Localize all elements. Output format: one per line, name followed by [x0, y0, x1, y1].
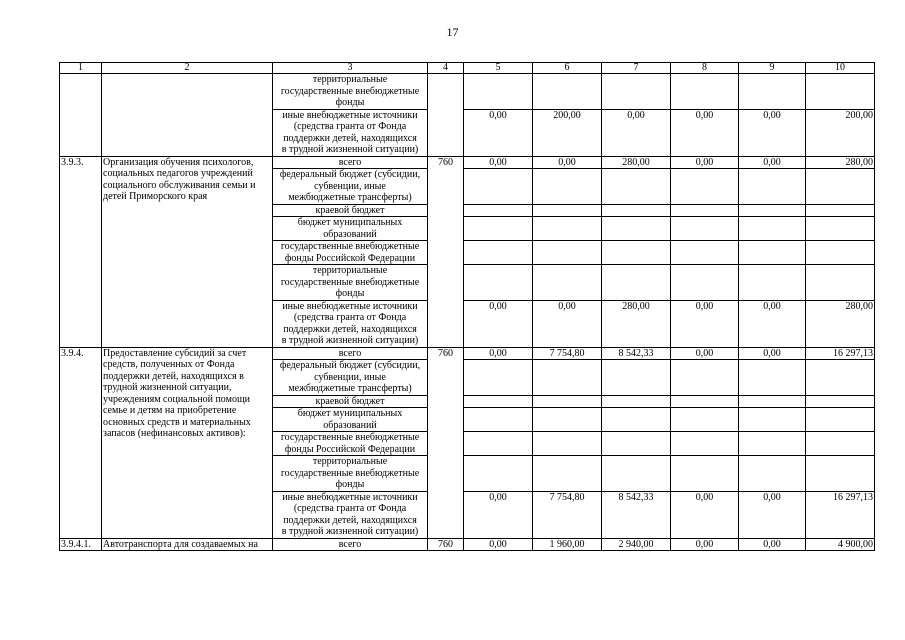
funding-source	[273, 300, 428, 347]
value-cell: 0,00	[464, 156, 533, 169]
value-cell	[739, 432, 806, 456]
value-cell	[602, 360, 671, 396]
column-header: 3	[273, 63, 428, 74]
cell-line: трудной жизненной ситуации,	[103, 382, 232, 393]
cell-line: территориальные	[312, 265, 388, 276]
value-cell: 2 940,00	[602, 538, 671, 551]
value-cell	[464, 432, 533, 456]
value-cell	[806, 456, 875, 492]
funding-source	[273, 432, 428, 456]
value-cell: 16 297,13	[806, 491, 875, 538]
column-header: 9	[739, 63, 806, 74]
value-cell: 280,00	[602, 156, 671, 169]
cell-line: поддержки детей, находящихся в	[103, 370, 244, 382]
item-name	[102, 538, 273, 551]
cell-line: субвенции, иные	[314, 180, 386, 192]
value-cell	[671, 265, 739, 301]
cell-line: государственные внебюджетные	[280, 241, 420, 252]
table-row	[60, 538, 875, 551]
value-cell: 0,00	[602, 109, 671, 156]
value-cell: 8 542,33	[602, 491, 671, 538]
funding-source	[273, 156, 428, 169]
value-cell: 0,00	[739, 300, 806, 347]
value-cell: 0,00	[464, 109, 533, 156]
cell-line: образований	[323, 419, 377, 431]
value-cell	[464, 456, 533, 492]
column-header: 6	[533, 63, 602, 74]
table-row	[60, 156, 875, 169]
cell-line: бюджет муниципальных	[297, 408, 403, 419]
cell-line: государственные внебюджетные	[280, 467, 420, 479]
cell-line: всего	[338, 156, 362, 168]
value-cell: 0,00	[739, 491, 806, 538]
value-cell	[671, 217, 739, 241]
cell-line: государственные внебюджетные	[280, 85, 420, 97]
value-cell	[739, 204, 806, 217]
value-cell	[533, 395, 602, 408]
value-cell	[671, 360, 739, 396]
cell-line: фонды	[335, 288, 365, 299]
column-header: 10	[806, 63, 875, 74]
value-cell	[602, 217, 671, 241]
value-cell	[533, 265, 602, 301]
value-cell: 0,00	[671, 538, 739, 551]
funding-source	[273, 360, 428, 396]
value-cell	[464, 204, 533, 217]
value-cell	[602, 204, 671, 217]
value-cell	[533, 408, 602, 432]
cell-line: средств, полученных от Фонда	[103, 359, 235, 370]
value-cell: 0,00	[533, 300, 602, 347]
funding-source	[273, 408, 428, 432]
cell-line: всего	[338, 347, 362, 359]
value-cell	[671, 169, 739, 205]
cell-line: фонды Российской Федерации	[284, 252, 416, 264]
value-cell	[602, 169, 671, 205]
value-cell	[464, 169, 533, 205]
cell-line: краевой бюджет	[315, 395, 385, 407]
value-cell	[671, 395, 739, 408]
cell-line: фонды Российской Федерации	[284, 443, 416, 455]
cell-line: межбюджетные трансферты)	[288, 192, 412, 203]
value-cell	[533, 456, 602, 492]
value-cell	[739, 74, 806, 110]
value-cell	[806, 169, 875, 205]
cell-line: в трудной жизненной ситуации)	[281, 335, 419, 346]
cell-line: социального обслуживания семьи и	[103, 179, 256, 191]
value-cell: 0,00	[671, 491, 739, 538]
value-cell: 0,00	[464, 491, 533, 538]
cell-line: Организация обучения психологов,	[103, 156, 254, 168]
cell-line: федеральный бюджет (субсидии,	[279, 169, 421, 180]
value-cell: 4 900,00	[806, 538, 875, 551]
cell-line: (средства гранта от Фонда	[293, 503, 407, 514]
cell-line: основных средств и материальных	[103, 416, 251, 428]
page-number: 17	[446, 25, 459, 39]
value-cell	[806, 217, 875, 241]
cell-line: в трудной жизненной ситуации)	[281, 144, 419, 155]
value-cell	[464, 74, 533, 110]
value-cell: 200,00	[806, 109, 875, 156]
value-cell: 0,00	[533, 156, 602, 169]
value-cell	[602, 395, 671, 408]
cell-line: учреждениям социальной помощи	[103, 393, 250, 405]
value-cell	[806, 74, 875, 110]
value-cell	[464, 265, 533, 301]
value-cell	[464, 241, 533, 265]
funding-source	[273, 491, 428, 538]
cell-line: поддержки детей, находящихся	[283, 514, 417, 526]
value-cell	[602, 265, 671, 301]
table-row	[60, 74, 875, 110]
item-col4	[428, 74, 464, 157]
value-cell	[671, 204, 739, 217]
cell-line: фонды	[335, 479, 365, 490]
funding-source	[273, 74, 428, 110]
cell-line: территориальные	[312, 456, 388, 467]
value-cell: 0,00	[464, 538, 533, 551]
value-cell: 0,00	[739, 109, 806, 156]
value-cell	[671, 408, 739, 432]
value-cell: 0,00	[739, 538, 806, 551]
value-cell: 8 542,33	[602, 347, 671, 360]
value-cell: 7 754,80	[533, 491, 602, 538]
funding-source	[273, 217, 428, 241]
item-code	[60, 74, 102, 157]
value-cell: 7 754,80	[533, 347, 602, 360]
value-cell	[739, 217, 806, 241]
value-cell	[602, 432, 671, 456]
value-cell	[533, 74, 602, 110]
budget-table	[59, 62, 875, 551]
cell-line: в трудной жизненной ситуации)	[281, 526, 419, 537]
item-code: 3.9.4.	[60, 347, 102, 538]
cell-line: Предоставление субсидий за счет	[103, 347, 247, 359]
cell-line: бюджет муниципальных	[297, 217, 403, 228]
value-cell: 0,00	[671, 109, 739, 156]
value-cell	[533, 169, 602, 205]
value-cell	[806, 432, 875, 456]
cell-line: федеральный бюджет (субсидии,	[279, 360, 421, 371]
cell-line: краевой бюджет	[315, 204, 385, 216]
value-cell	[671, 74, 739, 110]
value-cell	[806, 408, 875, 432]
value-cell	[602, 456, 671, 492]
value-cell	[806, 360, 875, 396]
cell-line: субвенции, иные	[314, 371, 386, 383]
value-cell	[739, 408, 806, 432]
column-header: 4	[428, 63, 464, 74]
item-col4: 760	[428, 538, 464, 551]
value-cell	[533, 204, 602, 217]
column-header: 7	[602, 63, 671, 74]
cell-line: семье и детям на приобретение	[103, 405, 237, 416]
cell-line: (средства гранта от Фонда	[293, 121, 407, 132]
cell-line: государственные внебюджетные	[280, 276, 420, 288]
value-cell	[739, 265, 806, 301]
value-cell	[806, 395, 875, 408]
value-cell: 0,00	[739, 347, 806, 360]
value-cell: 16 297,13	[806, 347, 875, 360]
cell-line: (средства гранта от Фонда	[293, 312, 407, 323]
funding-source	[273, 456, 428, 492]
value-cell	[533, 241, 602, 265]
column-header: 1	[60, 63, 102, 74]
value-cell	[806, 241, 875, 265]
value-cell: 1 960,00	[533, 538, 602, 551]
cell-line: фонды	[335, 97, 365, 108]
value-cell	[464, 408, 533, 432]
item-name	[102, 156, 273, 347]
value-cell: 280,00	[806, 300, 875, 347]
cell-line: иные внебюджетные источники	[282, 491, 418, 503]
cell-line: образований	[323, 228, 377, 240]
value-cell: 0,00	[739, 156, 806, 169]
value-cell	[602, 408, 671, 432]
cell-line: поддержки детей, находящихся	[283, 132, 417, 144]
column-header: 8	[671, 63, 739, 74]
cell-line: иные внебюджетные источники	[282, 300, 418, 312]
value-cell: 0,00	[671, 347, 739, 360]
cell-line: государственные внебюджетные	[280, 432, 420, 443]
value-cell	[533, 432, 602, 456]
item-code: 3.9.4.1.	[60, 538, 102, 551]
item-col4: 760	[428, 156, 464, 347]
item-name	[102, 74, 273, 157]
value-cell: 280,00	[602, 300, 671, 347]
value-cell	[464, 395, 533, 408]
funding-source	[273, 347, 428, 360]
value-cell	[602, 241, 671, 265]
cell-line: межбюджетные трансферты)	[288, 383, 412, 394]
cell-line: детей Приморского края	[103, 191, 208, 202]
column-header: 2	[102, 63, 273, 74]
cell-line: запасов (нефинансовых активов):	[103, 428, 246, 439]
value-cell	[671, 241, 739, 265]
value-cell	[806, 265, 875, 301]
cell-line: всего	[338, 538, 362, 550]
value-cell: 280,00	[806, 156, 875, 169]
cell-line: иные внебюджетные источники	[282, 109, 418, 121]
value-cell: 0,00	[671, 156, 739, 169]
funding-source	[273, 395, 428, 408]
cell-line: территориальные	[312, 74, 388, 85]
funding-source	[273, 109, 428, 156]
funding-source	[273, 265, 428, 301]
value-cell: 0,00	[464, 347, 533, 360]
value-cell	[464, 360, 533, 396]
cell-line: Автотранспорта для создаваемых на	[103, 538, 258, 550]
value-cell	[739, 456, 806, 492]
value-cell: 0,00	[671, 300, 739, 347]
value-cell	[533, 217, 602, 241]
funding-source	[273, 169, 428, 205]
value-cell	[739, 395, 806, 408]
value-cell	[671, 432, 739, 456]
funding-source	[273, 204, 428, 217]
value-cell	[806, 204, 875, 217]
value-cell	[464, 217, 533, 241]
value-cell	[671, 456, 739, 492]
funding-source	[273, 538, 428, 551]
item-col4: 760	[428, 347, 464, 538]
value-cell	[739, 169, 806, 205]
cell-line: социальных педагогов учреждений	[103, 168, 253, 179]
item-code: 3.9.3.	[60, 156, 102, 347]
item-name	[102, 347, 273, 538]
value-cell	[602, 74, 671, 110]
value-cell	[533, 360, 602, 396]
funding-source	[273, 241, 428, 265]
value-cell: 200,00	[533, 109, 602, 156]
column-header: 5	[464, 63, 533, 74]
value-cell	[739, 360, 806, 396]
table-row	[60, 347, 875, 360]
cell-line: поддержки детей, находящихся	[283, 323, 417, 335]
value-cell: 0,00	[464, 300, 533, 347]
header-row	[60, 63, 875, 74]
value-cell	[739, 241, 806, 265]
